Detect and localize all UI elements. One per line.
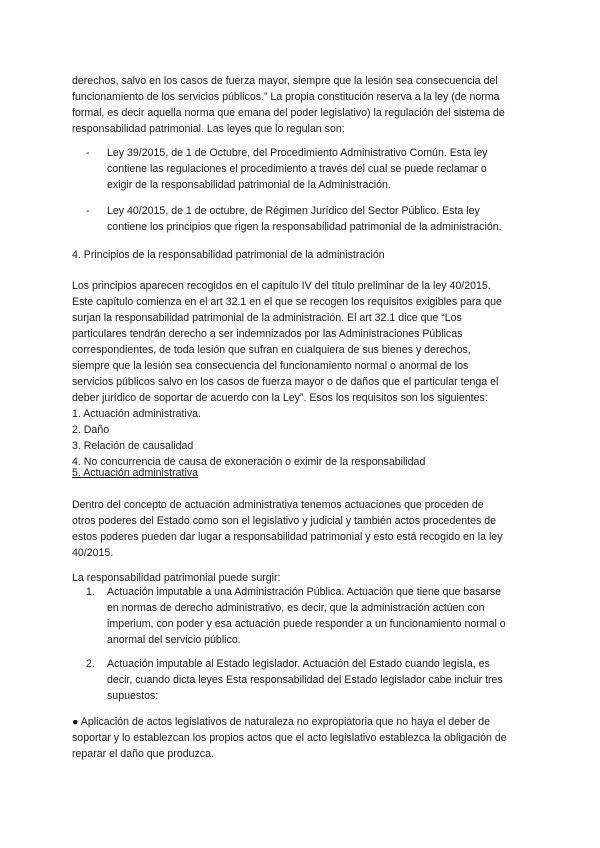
requirement-item: 4. No concurrencia de causa de exoneración o eximir de la responsabilidad [72, 456, 426, 468]
item-number: 1. [86, 586, 95, 598]
bullet-line: soportar y lo establezcan los propios actos que el acto legislativo establezca la obligación de [72, 732, 507, 744]
law-line: contiene las regulaciones el procedimiento a través del cual se puede reclamar o [107, 163, 487, 175]
item-line: en normas de derecho administrativo, es decir, que la administración actúen con [107, 602, 485, 614]
bullet-paragraph [72, 714, 532, 762]
intro-line: formal, es decir aquella norma que emana del poder legislativo) la regulación del sistema de [72, 107, 505, 119]
section-5-heading [72, 465, 532, 481]
section-heading: 4. Principios de la responsabilidad patrimonial de la administración [72, 249, 385, 261]
item-number: 2. [86, 658, 95, 670]
intro-line: responsabilidad patrimonial. Las leyes que lo regulan son: [72, 123, 345, 135]
body-line: Este capítulo comienza en el art 32.1 en el que se recogen los requisitos exigibles para que [72, 296, 502, 308]
law-line: contiene los principios que rigen la responsabilidad patrimonial de la administración. [107, 221, 502, 233]
numbered-item-text [107, 584, 532, 648]
law-line: exigir de la responsabilidad patrimonial de la Administración. [107, 179, 391, 191]
intro-paragraph [72, 73, 532, 137]
body-line: Los principios aparecen recogidos en el capítulo IV del título preliminar de la ley 40/2015. [72, 280, 491, 292]
bullet-line: reparar el daño que produzca. [72, 748, 214, 760]
body-line: otros poderes del Estado como son el legislativo y judicial y también actos procedentes de [72, 515, 496, 527]
numbered-item-text [107, 656, 532, 704]
body-line: deber jurídico de soportar de acuerdo con la Ley”. Esos los requisitos son los siguientes: [72, 392, 488, 404]
section-heading: 5. Actuación administrativa [72, 467, 199, 479]
dash-marker: - [86, 147, 90, 159]
body-line: siempre que la lesión sea consecuencia del funcionamiento normal o anormal de los [72, 360, 469, 372]
intro-line: funcionamiento de los servicios públicos.” La propia constitución reserva a la ley (de norma [72, 91, 500, 103]
item-line: Actuación imputable al Estado legislador. Actuación del Estado cuando legisla, es [107, 658, 490, 670]
lead-line: La responsabilidad patrimonial puede surgir: [72, 572, 281, 584]
bullet-line: ● Aplicación de actos legislativos de naturaleza no expropiatoria que no haya el deber de [72, 716, 491, 728]
item-line: anormal del servicio público. [107, 634, 241, 646]
section-4-body [72, 278, 532, 470]
requirement-item: 1. Actuación administrativa. [72, 408, 201, 420]
intro-line: derechos, salvo en los casos de fuerza mayor, siempre que la lesión sea consecuencia del [72, 75, 498, 87]
body-line: particulares tendrán derecho a ser indemnizados por las Administraciones Públicas [72, 328, 463, 340]
body-line: 40/2015. [72, 547, 114, 559]
law-line: Ley 39/2015, de 1 de Octubre, del Procedimiento Administrativo Común. Esta ley [107, 147, 488, 159]
item-line: decir, cuando dicta leyes Esta responsabilidad del Estado legislador cabe incluir tres [107, 674, 503, 686]
requirement-item: 3. Relación de causalidad [72, 440, 194, 452]
body-line: Dentro del concepto de actuación administrativa tenemos actuaciones que proceden de [72, 499, 484, 511]
body-line: surjan la responsabilidad patrimonial de la administración. El art 32.1 dice que “Los [72, 312, 462, 324]
law-item-text [107, 145, 532, 193]
dash-marker: - [86, 205, 90, 217]
section-4-heading [72, 247, 532, 263]
requirement-item: 2. Daño [72, 424, 110, 436]
item-line: Actuación imputable a una Administración Pública. Actuación que tiene que basarse [107, 586, 501, 598]
body-line: correspondientes, de toda lesión que sufran en cualquiera de sus bienes y derechos, [72, 344, 471, 356]
law-line: Ley 40/2015, de 1 de octubre, de Régimen Jurídico del Sector Público. Esta ley [107, 205, 480, 217]
body-line: estos poderes pueden dar lugar a responsabilidad patrimonial y esto está recogido en la ley [72, 531, 503, 543]
law-item-text [107, 203, 532, 235]
item-line: imperium, con poder y esa actuación puede responder a un funcionamiento normal o [107, 618, 506, 630]
item-line: supuestos: [107, 690, 159, 702]
body-line: servicios públicos salvo en los casos de fuerza mayor o de daños que el particular tenga el [72, 376, 499, 388]
section-5-body [72, 497, 532, 561]
